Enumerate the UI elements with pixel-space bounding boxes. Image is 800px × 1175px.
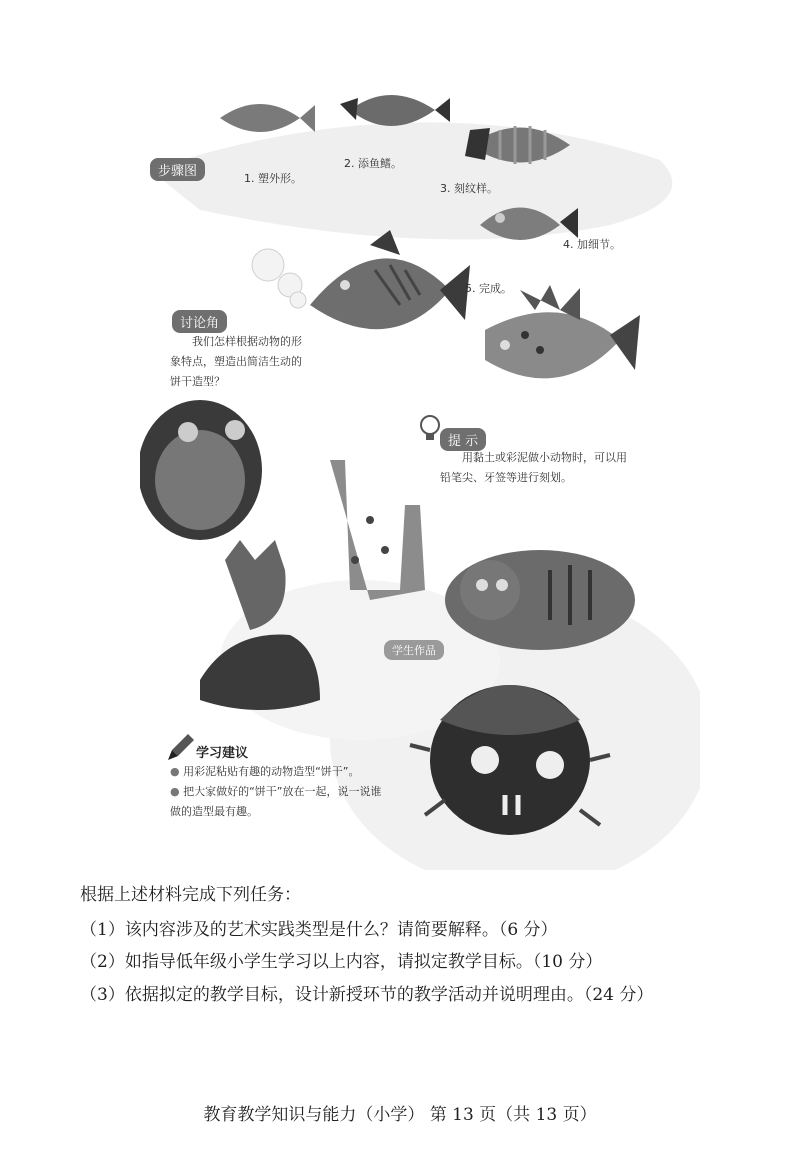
discussion-text xyxy=(170,332,350,392)
discussion-line: 我们怎样根据动物的形 xyxy=(192,335,302,348)
tip-line: 用黏土或彩泥做小动物时，可以用 xyxy=(462,451,627,464)
fish-step2-icon xyxy=(340,95,450,126)
frog-icon xyxy=(140,400,262,540)
questions-intro: 根据上述材料完成下列任务： xyxy=(80,885,301,905)
study-line: 做的造型最有趣。 xyxy=(170,805,258,818)
page-footer: 教育教学知识与能力（小学） 第 13 页（共 13 页） xyxy=(203,1105,597,1125)
study-text xyxy=(170,762,400,822)
step-3-label: 3. 刻纹样。 xyxy=(440,182,498,195)
discussion-line: 饼干造型？ xyxy=(170,375,225,388)
discussion-heading: 讨论角 xyxy=(172,310,227,333)
study-line xyxy=(170,782,400,802)
question-3: （3）依据拟定的教学目标，设计新授环节的教学活动并说明理由。（24 分） xyxy=(80,985,654,1005)
tip-heading: 提 示 xyxy=(440,428,486,451)
study-line-text: 把大家做好的“饼干”放在一起，说一说谁 xyxy=(183,785,382,798)
gallery-label: 学生作品 xyxy=(384,640,444,660)
question-1: （1）该内容涉及的艺术实践类型是什么？请简要解释。（6 分） xyxy=(80,920,558,940)
fish-complete-icon xyxy=(310,230,470,329)
bullet-icon: ● xyxy=(170,765,184,778)
tip-text xyxy=(440,448,660,488)
giraffe-icon xyxy=(330,460,425,600)
fish-step1-icon xyxy=(220,104,315,132)
bullet-icon: ● xyxy=(170,785,184,798)
spiky-fish-icon xyxy=(485,285,640,378)
study-line xyxy=(170,762,400,782)
step-4-label: 4. 加细节。 xyxy=(563,238,621,251)
lightbulb-icon xyxy=(421,416,439,440)
tip-line: 铅笔尖、牙签等进行刻划。 xyxy=(440,471,572,484)
steps-heading: 步骤图 xyxy=(150,158,205,181)
study-heading: 学习建议 xyxy=(196,746,249,761)
step-5-label: 5. 完成。 xyxy=(465,282,512,295)
step-2-label: 2. 添鱼鳍。 xyxy=(344,157,402,170)
pencil-icon xyxy=(168,734,194,760)
question-2: （2）如指导低年级小学生学习以上内容，请拟定教学目标。（10 分） xyxy=(80,952,603,972)
study-line-text: 用彩泥粘贴有趣的动物造型“饼干”。 xyxy=(183,765,360,778)
discussion-line: 象特点，塑造出简洁生动的 xyxy=(170,355,302,368)
step-1-label: 1. 塑外形。 xyxy=(244,172,302,185)
cat-icon xyxy=(445,550,635,650)
